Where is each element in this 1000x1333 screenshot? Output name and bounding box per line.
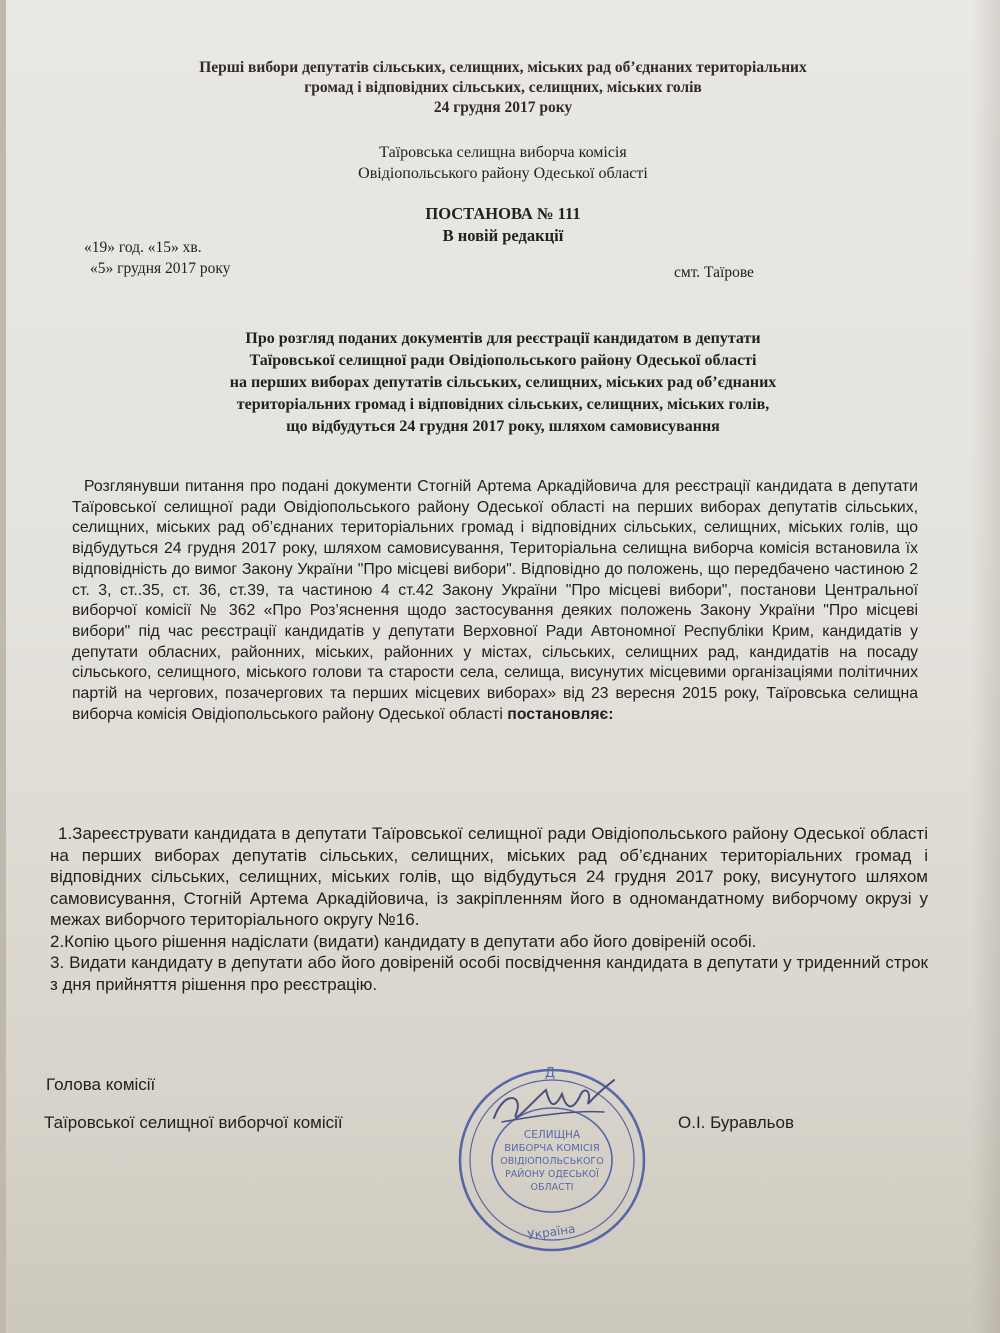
header-line-3: 24 грудня 2017 року (433, 99, 573, 116)
decision-item-3: 3. Видати кандидату в депутати або його довіреній особі посвідчення кандидата в депутати у триденний строк з дня прийняття рішення про реєстрацію. (50, 953, 928, 994)
resolution-number: ПОСТАНОВА № 111 (425, 204, 581, 223)
seal-line-5: ОБЛАСТІ (530, 1182, 574, 1193)
preamble-text: Розглянувши питання про подані документи Стогній Артема Аркадійовича для реєстрації кандидата в депутати Таїровської селищної ради Овідіопольського району Одеської області на перших виборах депутатів сільських, селищних, міських рад об’єднаних територіальних громад і відповідних сільських, селищних, міських голів, що відбудуться 24 грудня 2017 року, шляхом самовисування, Територіальна селищна виборча комісія встановила їх відповідність до вимог Закону України "Про місцеві вибори". Відповідно до положень, що передбачено частиною 2 ст. 3, ст..35, ст. 36, ст.39, та частиною 4 ст.42 Закону України "Про місцеві вибори", постанови Центральної виборчої комісії № 362 «Про Роз’яснення щодо застосування деяких положень Закону України "Про місцеві вибори" під час реєстрації кандидатів у депутати Верховної Ради Автономної Республіки Крим, кандидатів у депутати обласних, районних, міських, районних у містах, сільських, селищних рад, кандидатів на посаду сільського, селищного, міського голови та старости села, селища, висунутих місцевими організаціями політичних партій на чергових, позачергових та перших місцевих виборах» від 23 вересня 2015 року, Таїровська селищна виборча комісія Овідіопольського району Одеської області (72, 478, 918, 723)
decision-list (50, 823, 928, 995)
preamble-paragraph (72, 477, 918, 725)
seal-line-1: СЕЛИЩНА (523, 1129, 581, 1141)
commission-name (6, 142, 1000, 184)
subject-line-4: територіальних громад і відповідних сільських, селищних, міських голів, (236, 396, 770, 413)
commission-line-2: Овідіопольського району Одеської області (358, 165, 648, 182)
subject-line-3: на перших виборах депутатів сільських, селищних, міських рад об’єднаних (229, 374, 777, 391)
subject-line-2: Таїровської селищної ради Овідіопольського району Одеської області (249, 352, 757, 369)
resolution-subject (6, 328, 1000, 438)
signer-role-1: Голова комісії (46, 1075, 156, 1094)
resolution-date: «5» грудня 2017 року (90, 260, 231, 277)
resolves-keyword: постановляє: (507, 705, 614, 723)
subject-line-1: Про розгляд поданих документів для реєстрації кандидатом в депутати (245, 330, 761, 347)
header-line-2: громад і відповідних сільських, селищних, міських голів (304, 79, 702, 96)
commission-line-1: Таїровська селищна виборча комісія (379, 144, 627, 161)
subject-line-5: що відбудуться 24 грудня 2017 року, шляхом самовисування (286, 418, 720, 435)
resolution-time: «19» год. «15» хв. (84, 239, 202, 256)
decision-item-1: 1.Зареєструвати кандидата в депутати Таїровської селищної ради Овідіопольського району Одеської області на перших виборах депутатів сільських, селищних, міських рад об’єднаних територіальних громад і відповідних сільських, селищних, міських голів, що відбудуться 24 грудня 2017 року, висунутого шляхом самовисування, Стогній Артема Аркадійовича, із закріпленням його в одномандатному виборчому окрузі у межах виборчого територіального округу №16. (50, 824, 928, 929)
svg-text:Д: Д (544, 1066, 556, 1081)
seal-line-4: РАЙОНУ ОДЕСЬКОЇ (505, 1169, 599, 1180)
seal-bottom: Україна (526, 1221, 577, 1243)
resolution-edition: В новій редакції (442, 226, 564, 245)
page-edge-shadow (972, 0, 1000, 1333)
header-line-1: Перші вибори депутатів сільських, селищних, міських рад об’єднаних територіальних (199, 59, 807, 76)
seal-stamp (460, 1066, 644, 1250)
signer-role-2: Таїровської селищної виборчої комісії (44, 1113, 343, 1132)
resolution-place: смт. Таїрове (674, 264, 754, 281)
seal-line-3: ОВІДІОПОЛЬСЬКОГО (500, 1156, 604, 1167)
official-seal (454, 1060, 650, 1256)
preamble (72, 477, 918, 725)
seal-line-2: ВИБОРЧА КОМІСІЯ (504, 1143, 600, 1154)
election-header (6, 58, 1000, 118)
document-page (6, 0, 1000, 1333)
signer-name: О.І. Буравльов (678, 1113, 795, 1132)
decision-item-2: 2.Копію цього рішення надіслати (видати) кандидату в депутати або його довіреній особі. (50, 931, 757, 951)
